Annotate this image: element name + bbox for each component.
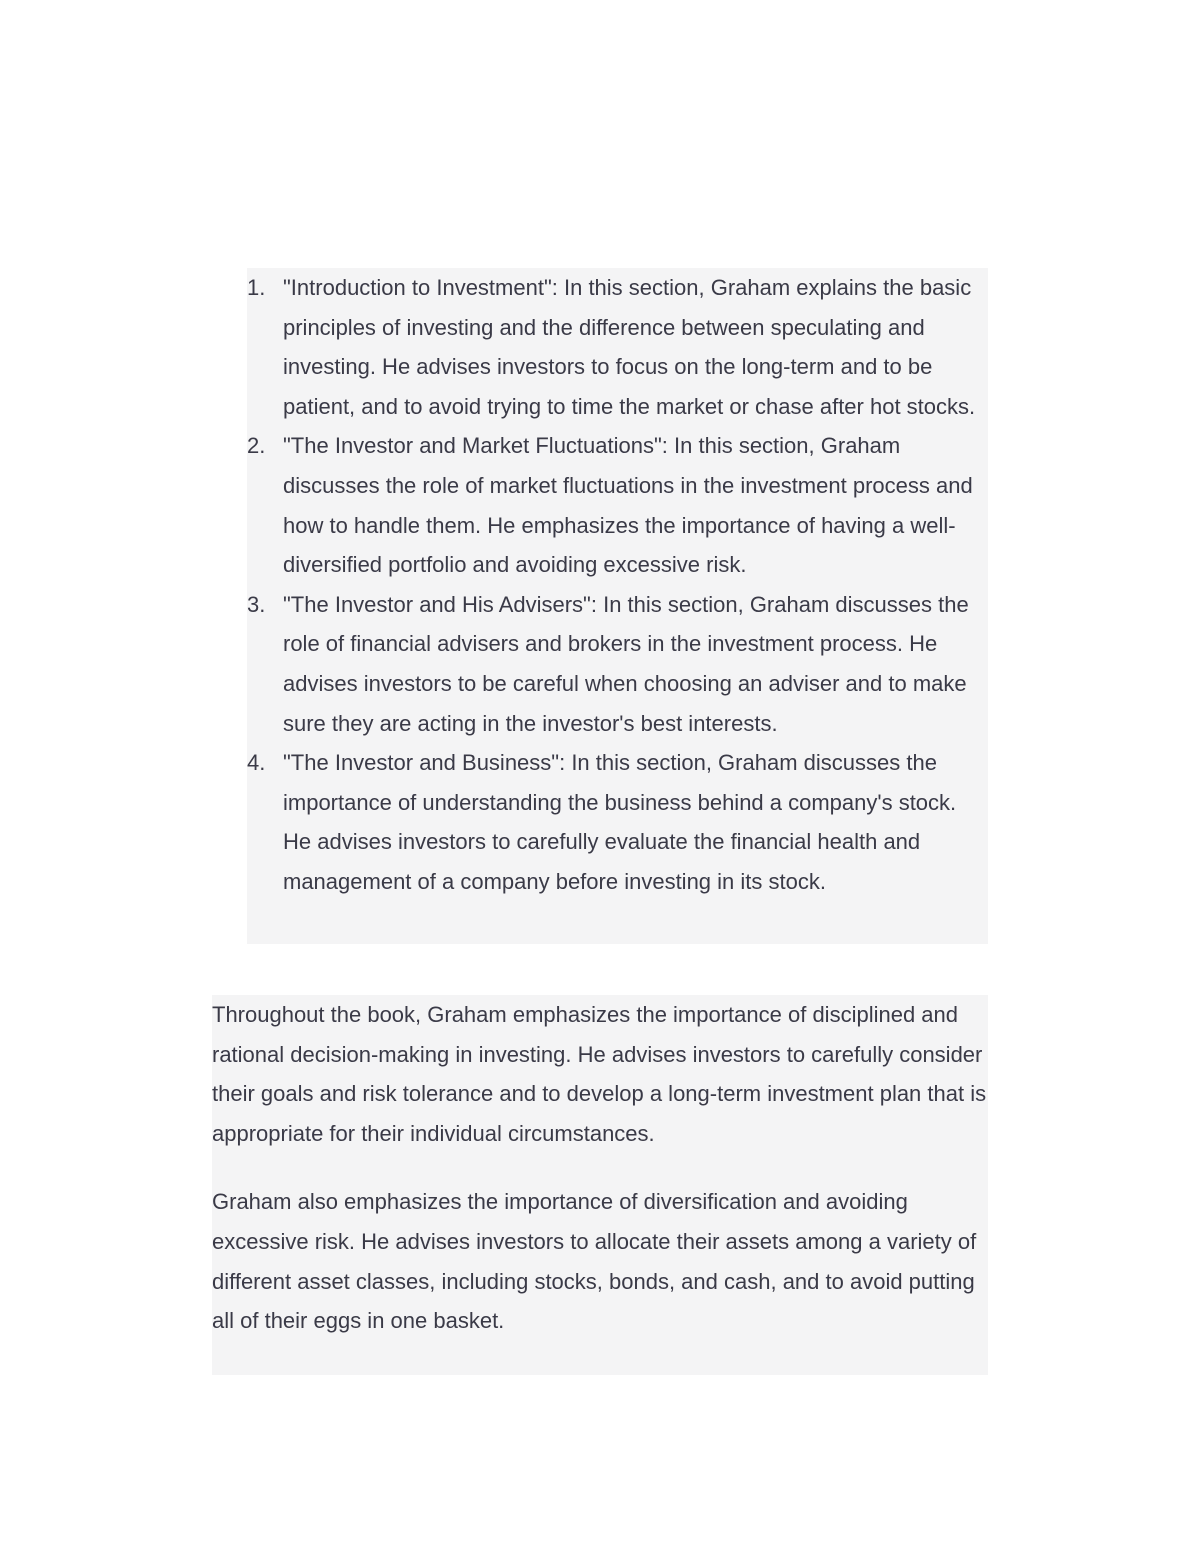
list-item-number: 1.: [247, 275, 266, 300]
list-item-text: "The Investor and Business": In this section, Graham discusses the importance of understanding the business behind a company's stock. He advises investors to carefully evaluate the financial health and management of a company before investing in its stock.: [283, 750, 957, 894]
list-item: [247, 743, 988, 901]
summary-paragraphs: [212, 995, 988, 1375]
paragraph-diversification: Graham also emphasizes the importance of diversification and avoiding excessive risk. He advises investors to allocate their assets among a variety of different asset classes, including stocks, bonds, and cash, and to avoid putting all of their eggs in one basket.: [212, 1189, 977, 1334]
list-item-text: "The Investor and His Advisers": In this section, Graham discusses the role of financial advisers and brokers in the investment process. He advises investors to be careful when choosing an adviser and to make sure they are acting in the investor's best interests.: [283, 591, 969, 736]
list-item-number: 4.: [247, 750, 266, 776]
paragraph-discipline: Throughout the book, Graham emphasizes the importance of disciplined and rational decision-making in investing. He advises investors to carefully consider their goals and risk tolerance and to develop a long-term investment plan that is appropriate for their individual circumstances.: [212, 1002, 987, 1146]
list-item: [247, 585, 988, 743]
list-item-number: 2.: [247, 433, 266, 459]
list-item: [247, 426, 988, 584]
chapter-summary-list: [247, 268, 988, 944]
list-item: [247, 268, 988, 426]
list-item-number: 3.: [247, 591, 266, 617]
list-item-text: "The Investor and Market Fluctuations": In this section, Graham discusses the role of market fluctuations in the investment process and how to handle them. He emphasizes the importance of having a well-diversified portfolio and avoiding excessive risk.: [283, 433, 973, 578]
list-item-text: "Introduction to Investment": In this section, Graham explains the basic principles of investing and the difference between speculating and investing. He advises investors to focus on the long-term and to be patient, and to avoid trying to time the market or chase after hot stocks.: [283, 275, 976, 419]
numbered-list: [247, 268, 988, 902]
